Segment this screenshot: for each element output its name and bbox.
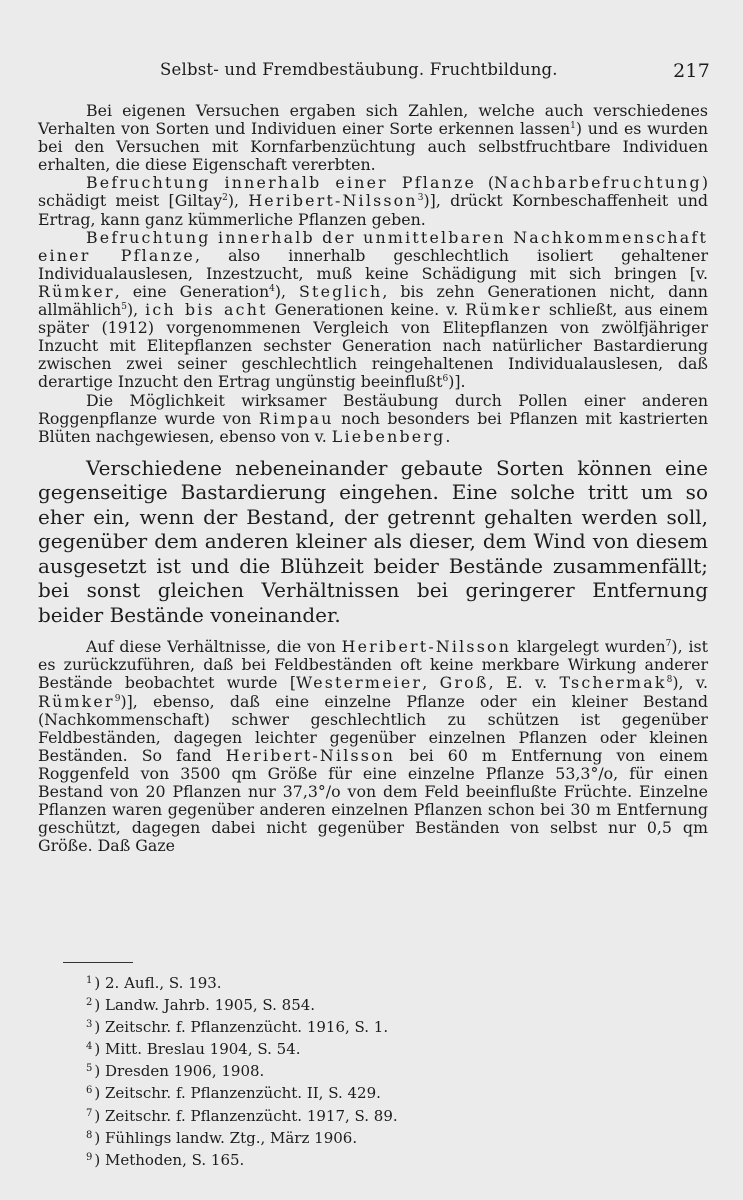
footnote-ref: 3 [417,193,424,204]
text-run: ) und es wurden bei den Versuchen mit Kornfarbenzüchtung auch selbstfruchtbare Individuen erhalten, die diese Eigenschaft vererbten. [38,119,708,175]
footnote [86,1060,606,1082]
spaced-text: Rimpau [258,408,334,428]
footnote-ref: 2 [222,193,228,204]
spaced-text: Heribert-Nilsson [341,637,512,657]
footnote-text: ) Methoden, S. 165. [94,1150,245,1169]
spaced-text: Befruchtung innerhalb der unmittelbaren Nachkommenschaft einer Pflanze [38,227,708,265]
footnote-mark: 2 [86,997,93,1009]
text-run: ( [476,173,495,193]
footnote-mark: 7 [86,1107,93,1119]
text-run: klargelegt wurden [511,637,666,657]
spaced-text: Westermeier [296,673,423,693]
footnote-mark: 4 [86,1041,93,1053]
text-run: Auf diese Verhältnisse, die von [86,637,342,657]
text-run: Generationen keine. v. [267,300,466,320]
spaced-text: Nachbarbefruchtung [494,173,702,193]
footnote-mark: 9 [86,1151,93,1163]
footnote-text: ) 2. Aufl., S. 193. [94,974,222,992]
footnote-ref: 1 [570,121,576,132]
footnote [86,972,606,994]
text-run: noch besonders bei Pflanzen mit kastrierten Blüten nachgewiesen, ebenso von v. [38,408,708,446]
footnote [86,1127,606,1149]
text-run: )]. [448,372,466,392]
text-run: )], ebenso, daß eine einzelne Pflanze oder ein kleiner Bestand (Nachkommenschaft) schwer geschlechtlich zu schützen ist gegenüber Feldbeständen, dagegen leichter gegenüber einzelnen Pflanzen oder kleinen Beständen. So fand [38,691,708,765]
footnote-divider [63,962,133,963]
text-run: , eine Generation [114,281,270,301]
running-header [160,60,710,84]
text-run: bei 60 m Entfernung von einem Roggenfeld von 3500 qm Größe für eine einzelne Pflanze 53,3°/o, für einen Bestand von 20 Pflanzen nur 37,3°/o von dem Feld beeinflußte Früchte. Einzelne Pflanzen waren gegenüber anderen einzelnen Pflanzen schon bei 30 m Entfernung geschützt, dagegen dabei nicht gegenüber Beständen von selbst nur 0,5 qm Größe. Daß Gaze [38,745,708,856]
footnote [86,1038,606,1060]
footnote-ref: 4 [269,283,275,294]
paragraph-4 [38,392,708,446]
text-run: , bis zehn Generationen nicht, dann allmählich [38,281,708,320]
text-run: Bei eigenen Versuchen ergaben sich Zahlen, welche auch verschiedenes Verhalten von Sorten und Individuen einer Sorte erkennen lassen [38,101,708,139]
running-title: Selbst- und Fremdbestäubung. Fruchtbildung. [160,60,558,79]
footnote [86,1149,606,1171]
footnote-text: ) Mitt. Breslau 1904, S. 54. [94,1040,301,1059]
footnote-ref: 5 [121,302,127,313]
footnote-text: ) Zeitschr. f. Pflanzenzücht. II, S. 429. [94,1084,381,1103]
text-run: ), [126,300,146,320]
spaced-text: ich bis acht [145,300,268,320]
paragraph-large: Verschiedene nebeneinander gebaute Sorten können eine gegenseitige Bastardierung eingehen. Eine solche tritt um so eher ein, wenn der Bestand, der getrennt gehalten werden soll, gegenüber dem anderen kleiner als dieser, dem Wind von diesem ausgesetzt ist und die Blühzeit beider Bestände zusammenfällt; bei sonst gleichen Verhältnissen bei geringerer Entfernung beider Bestände voneinander. [38,455,708,627]
text-run: ), [274,281,299,301]
footnote-text: ) Fühlings landw. Ztg., März 1906. [94,1128,358,1147]
spaced-text: Groß [439,673,489,693]
text-run: , also innerhalb geschlechtlich isoliert gehaltener Individualauslesen, Inzestzucht, muß keine Schädigung mit sich bringen [v. [38,245,708,283]
text-run: , E. v. [488,673,560,693]
text-run: ), [227,191,249,211]
footnote-ref: 9 [114,693,121,704]
spaced-text: Rümker [38,281,115,301]
footnote-ref: 6 [442,374,449,385]
footnote-mark: 1 [86,975,93,986]
paragraph-6 [38,638,708,855]
text-run: schließt, aus einem später (1912) vorgenommenen Vergleich von Elitepflanzen von zwölfjähriger Inzucht mit Elitepflanzen sechster Generation nach natürlicher Bastardierung zwischen zwei seiner geschlechtlich reingehaltenen Individualauslesen, daß derartige Inzucht den Ertrag ungünstig beeinflußt [38,300,708,392]
spaced-text: Rümker [38,691,115,711]
footnotes [86,972,606,1171]
spaced-text: Heribert-Nilsson [248,191,418,211]
footnote-mark: 5 [86,1063,93,1075]
spaced-text: Heribert-Nilsson [225,745,396,765]
paragraph-1 [38,102,708,174]
footnote-mark: 6 [86,1085,93,1097]
footnote [86,1082,606,1104]
text-run: ) schädigt meist [Giltay [38,173,709,211]
body-text [38,102,708,855]
footnote [86,1016,606,1038]
text-run: ), v. [672,673,708,693]
text-run: ), ist es zurückzuführen, daß bei Feldbeständen oft keine merkbare Wirkung anderer Bestände beobachtet wurde [ [38,637,708,693]
footnote-ref: 7 [665,639,672,650]
spaced-text: Tschermak [559,673,667,693]
footnote [86,994,606,1016]
spaced-text: Steglich [299,281,383,301]
footnote-mark: 3 [86,1019,93,1031]
spaced-text: Liebenberg [331,426,446,446]
text-run: , [422,673,440,693]
page-number: 217 [673,60,710,82]
paragraph-3 [38,229,708,392]
footnote-text: ) Landw. Jahrb. 1905, S. 854. [94,996,316,1015]
footnote-mark: 8 [86,1129,93,1141]
footnote-text: ) Zeitschr. f. Pflanzenzücht. 1916, S. 1. [94,1018,389,1037]
text-run: Die Möglichkeit wirksamer Bestäubung durch Pollen einer anderen Roggenpflanze wurde von [38,390,708,428]
footnote-text: ) Dresden 1906, 1908. [94,1062,265,1081]
footnote-ref: 8 [666,675,673,686]
footnote [86,1105,606,1127]
text-run: )], drückt Kornbeschaffenheit und Ertrag, kann ganz kümmerliche Pflanzen geben. [38,191,708,229]
footnote-text: ) Zeitschr. f. Pflanzenzücht. 1917, S. 89. [94,1106,398,1125]
text-run: . [445,426,451,446]
spaced-text: Rümker [465,300,542,320]
paragraph-2 [38,174,708,228]
spaced-text: Befruchtung innerhalb einer Pflanze [86,173,477,193]
